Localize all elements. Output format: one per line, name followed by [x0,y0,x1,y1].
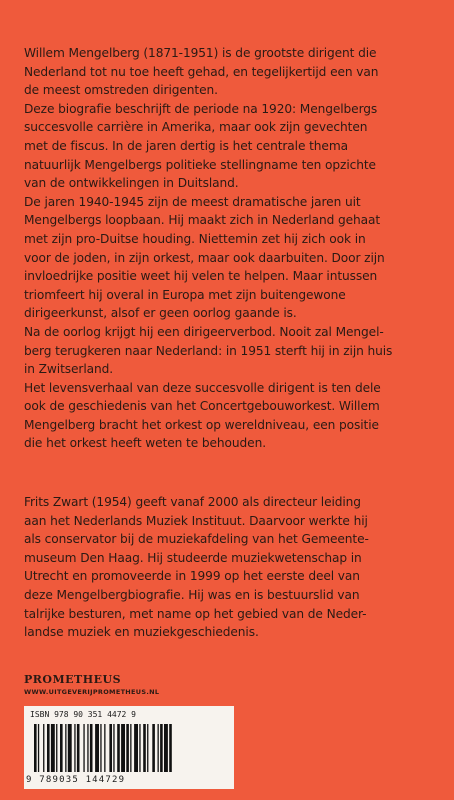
text-line: van de ontwikkelingen in Duitsland. [24,176,239,191]
text-line: Frits Zwart (1954) geeft vanaf 2000 als directeur leiding [24,495,361,509]
text-line: landse muziek en muziekgeschiedenis. [24,625,259,640]
text-line: Willem Mengelberg (1871-1951) is de grootste dirigent die [24,46,377,60]
barcode-digits: 9 789035 144729 [26,775,126,785]
text-line: succesvolle carrière in Amerika, maar ook zijn gevechten [24,120,368,135]
text-line: met de fiscus. In de jaren dertig is het centrale thema [24,138,348,153]
text-line: Nederland tot nu toe heeft gehad, en tegelijkertijd een van [24,64,379,79]
text-line: museum Den Haag. Hij studeerde muziekwetenschap in [24,550,362,565]
book-blurb [24,44,434,453]
text-line: Utrecht en promoveerde in 1999 op het eerste deel van [24,569,360,584]
publisher-url: WWW.UITGEVERIJPROMETHEUS.NL [24,688,160,696]
text-line: voor de joden, in zijn orkest, maar ook daarbuiten. Door zijn [24,250,385,265]
text-line: natuurlijk Mengelbergs politieke stellingname ten opzichte [24,157,376,172]
text-line: als conservator bij de muziekafdeling van het Gemeente- [24,532,369,547]
author-bio [24,493,434,642]
text-line: aan het Nederlands Muziek Instituut. Daarvoor werkte hij [24,513,368,528]
publisher-block [24,673,159,696]
text-line: met zijn pro-Duitse houding. Niettemin zet hij zich ook in [24,231,366,246]
text-line: ook de geschiedenis van het Concertgebouworkest. Willem [24,399,380,414]
text-line: triomfeert hij overal in Europa met zijn buitengewone [24,287,346,302]
text-line: Mengelberg bracht het orkest op wereldniveau, een positie [24,417,379,432]
publisher-logo: PROMETHEUS [24,673,122,686]
text-line: deze Mengelbergbiografie. Hij was en is bestuurslid van [24,587,360,602]
text-line: talrijke besturen, met name op het gebied van de Neder- [24,606,367,621]
isbn-barcode-box [24,706,234,789]
text-line: de meest omstreden dirigenten. [24,83,218,98]
text-line: Na de oorlog krijgt hij een dirigeerverbod. Nooit zal Mengel- [24,324,384,339]
text-line: invloedrijke positie weet hij velen te helpen. Maar intussen [24,269,378,284]
barcode-icon [30,724,228,774]
text-line: Mengelbergs loopbaan. Hij maakt zich in Nederland gehaat [24,213,381,228]
text-line: berg terugkeren naar Nederland: in 1951 sterft hij in zijn huis [24,343,393,358]
text-line: Het levensverhaal van deze succesvolle dirigent is ten dele [24,380,381,395]
isbn-label: ISBN 978 90 351 4472 9 [30,710,136,719]
text-line: De jaren 1940-1945 zijn de meest dramatische jaren uit [24,194,361,209]
text-line: in Zwitserland. [24,362,114,377]
text-line: die het orkest heeft weten te behouden. [24,436,266,451]
text-line: dirigeerkunst, alsof er geen oorlog gaande is. [24,306,297,321]
text-line: Deze biografie beschrijft de periode na 1920: Mengelbergs [24,101,378,116]
